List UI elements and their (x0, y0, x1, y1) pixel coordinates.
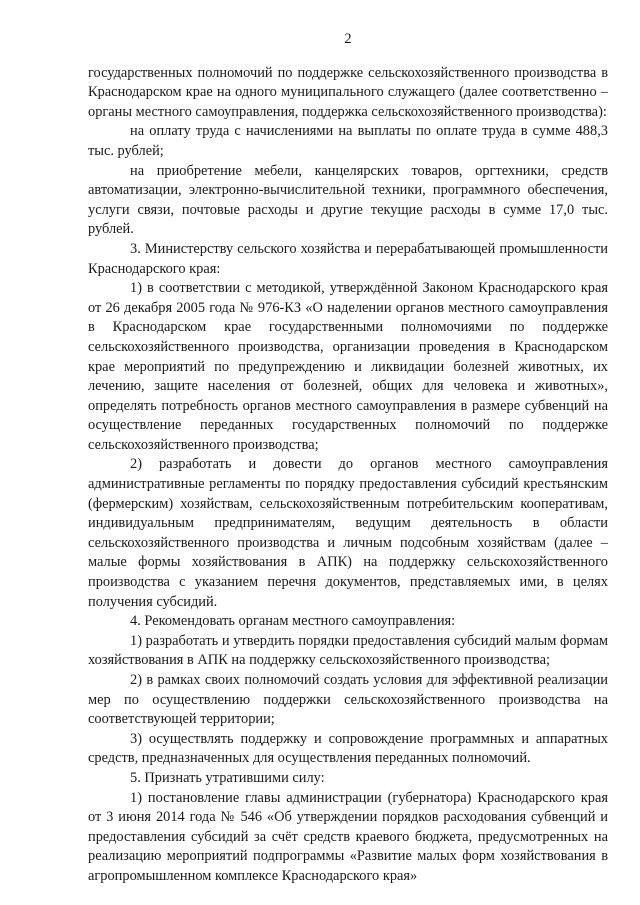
paragraph-continuation: государственных полномочий по поддержке сельскохозяйственного производства в Краснодарском крае на одного муниципального служащего (далее соответственно – органы местного самоуправления, поддержка сельскохозяйственного производства): (88, 64, 608, 120)
document-page (88, 30, 608, 887)
paragraph-clause-3: 3. Министерству сельского хозяйства и перерабатывающей промышленности Краснодарского края: (88, 240, 608, 277)
paragraph-clause-3-2: 2) разработать и довести до органов местного самоуправления административные регламенты по порядку предоставления субсидий крестьянским (фермерским) хозяйствам, сельскохозяйственным потребительским кооперативам, индивидуальным предпринимателям, ведущим деятельность в области сельскохозяйственного производства и личным подсобным хозяйствам (далее – малые формы хозяйствования в АПК) на поддержку сельскохозяйственного производства с указанием перечня документов, представляемых ими, в целях получения субсидий. (88, 456, 608, 610)
paragraph-equipment-subvention: на приобретение мебели, канцелярских товаров, оргтехники, средств автоматизации, электронно-вычислительной техники, программного обеспечения, услуги связи, почтовые расходы и другие текущие расходы в сумме 17,0 тыс. рублей. (88, 162, 608, 238)
paragraph-salary-subvention: на оплату труда с начислениями на выплаты по оплате труда в сумме 488,3 тыс. рублей; (88, 123, 608, 159)
paragraph-clause-4-2: 2) в рамках своих полномочий создать условия для эффективной реализации мер по осуществлению поддержки сельскохозяйственного производства на соответствующей территории; (88, 672, 608, 728)
paragraph-clause-5-1: 1) постановление главы администрации (губернатора) Краснодарского края от 3 июня 2014 года № 546 «Об утверждении порядков расходования субвенций и предоставления субсидий за счёт средств краевого бюджета, предусмотренных на реализацию мероприятий подпрограммы «Развитие малых форм хозяйствования в агропромышленном комплексе Краснодарского края» (88, 789, 608, 884)
paragraph-clause-4-1: 1) разработать и утвердить порядки предоставления субсидий малым формам хозяйствования в АПК на поддержку сельскохозяйственного производства; (88, 632, 608, 669)
paragraph-clause-4-3: 3) осуществлять поддержку и сопровождение программных и аппаратных средств, предназначенных для осуществления переданных полномочий. (88, 730, 608, 767)
paragraph-clause-4: 4. Рекомендовать органам местного самоуправления: (130, 613, 456, 630)
paragraph-clause-5: 5. Признать утратившими силу: (130, 769, 325, 786)
page-number: 2 (344, 31, 352, 47)
paragraph-clause-3-1: 1) в соответствии с методикой, утверждённой Законом Краснодарского края от 26 декабря 2005 года № 976-КЗ «О наделении органов местного самоуправления в Краснодарском крае государственными полномочиями по поддержке сельскохозяйственного производства, организации проведения в Краснодарском крае мероприятий по предупреждению и ликвидации болезней животных, их лечению, защите населения от болезней, общих для человека и животных», определять потребность органов местного самоуправления в размере субвенций на осуществление переданных государственных полномочий по поддержке сельскохозяйственного производства; (88, 280, 608, 453)
